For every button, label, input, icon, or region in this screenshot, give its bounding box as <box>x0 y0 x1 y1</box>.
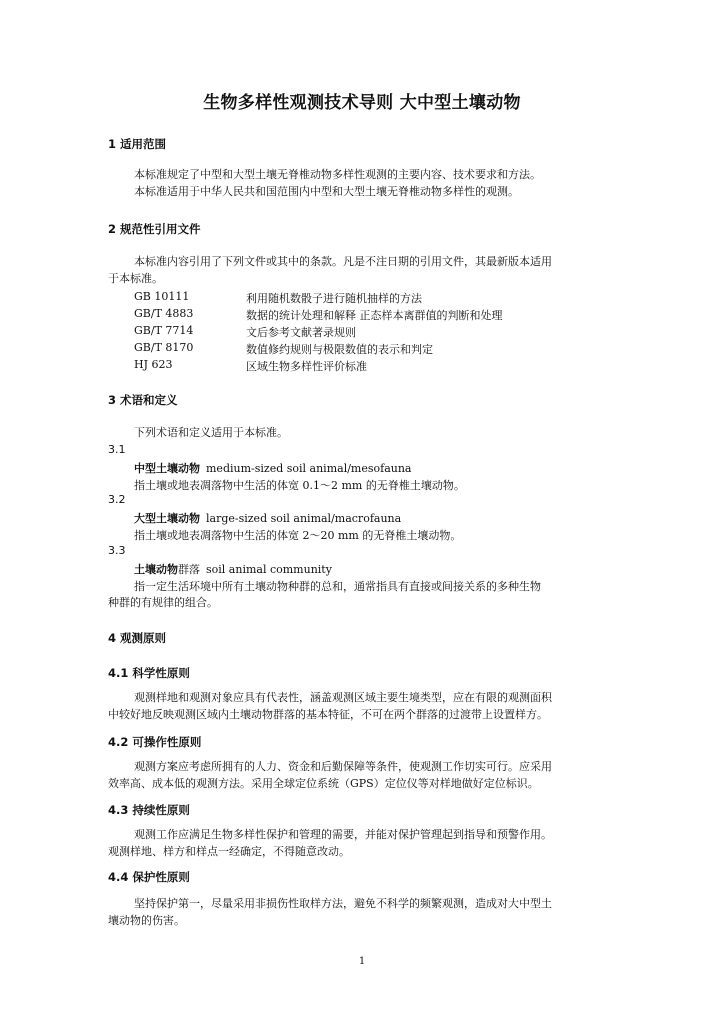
subsection-paragraph: 观测样地和观测对象应具有代表性，涵盖观测区域主要生境类型，应在有限的观测面积 <box>134 691 552 704</box>
document-title: 生物多样性观测技术导则 大中型土壤动物 <box>203 93 521 113</box>
term-definition-cont: 种群的有规律的组合。 <box>108 596 218 609</box>
term-definition: 指土壤或地表凋落物中生活的体宽 2～20 mm 的无脊椎土壤动物。 <box>134 529 462 542</box>
term-english: medium-sized soil animal/mesofauna <box>206 462 412 475</box>
reference-code: GB/T 4883 <box>134 307 194 320</box>
page-number: 1 <box>358 956 366 967</box>
section-1-paragraph: 本标准适用于中华人民共和国范围内中型和大型土壤无脊椎动物多样性的观测。 <box>134 185 519 198</box>
reference-name: 利用随机数骰子进行随机抽样的方法 <box>246 292 422 305</box>
term-chinese: 土壤动物 <box>134 563 178 576</box>
subsection-paragraph-cont: 壤动物的伤害。 <box>108 914 185 927</box>
term-heading <box>134 460 411 476</box>
subsection-heading: 4.3 持续性原则 <box>108 803 190 817</box>
section-2-intro-cont: 于本标准。 <box>108 272 163 285</box>
section-3-heading: 3 术语和定义 <box>108 393 178 407</box>
term-number: 3.3 <box>108 544 126 557</box>
section-1-paragraph: 本标准规定了中型和大型土壤无脊椎动物多样性观测的主要内容、技术要求和方法。 <box>134 168 541 181</box>
term-english: soil animal community <box>206 563 332 576</box>
term-number: 3.2 <box>108 493 126 506</box>
reference-code: GB/T 8170 <box>134 341 194 354</box>
subsection-paragraph: 观测方案应考虑所拥有的人力、资金和后勤保障等条件，使观测工作切实可行。应采用 <box>134 760 552 773</box>
subsection-paragraph-cont: 效率高、成本低的观测方法。采用全球定位系统（GPS）定位仪等对样地做好定位标识。 <box>108 777 539 790</box>
subsection-heading: 4.2 可操作性原则 <box>108 735 202 749</box>
subsection-paragraph: 坚持保护第一，尽量采用非损伤性取样方法，避免不科学的频繁观测，造成对大中型土 <box>134 897 552 910</box>
reference-name: 文后参考文献著录规则 <box>246 326 356 339</box>
subsection-heading: 4.1 科学性原则 <box>108 666 190 680</box>
section-1-heading: 1 适用范围 <box>108 137 167 151</box>
term-english: large-sized soil animal/macrofauna <box>206 512 402 525</box>
term-heading <box>134 510 401 526</box>
term-chinese-rest: 群落 <box>178 563 200 576</box>
term-chinese: 中型土壤动物 <box>134 462 200 475</box>
term-heading <box>134 561 332 577</box>
section-4-heading: 4 观测原则 <box>108 631 167 645</box>
reference-code: HJ 623 <box>134 358 173 371</box>
term-definition: 指一定生活环境中所有土壤动物种群的总和，通常指具有直接或间接关系的多种生物 <box>134 580 541 593</box>
term-number: 3.1 <box>108 443 126 456</box>
subsection-heading: 4.4 保护性原则 <box>108 870 190 884</box>
section-3-intro: 下列术语和定义适用于本标准。 <box>134 426 288 439</box>
reference-name: 数据的统计处理和解释 正态样本离群值的判断和处理 <box>246 309 503 322</box>
reference-code: GB 10111 <box>134 290 190 303</box>
term-definition: 指土壤或地表凋落物中生活的体宽 0.1～2 mm 的无脊椎土壤动物。 <box>134 479 465 492</box>
reference-code: GB/T 7714 <box>134 324 194 337</box>
subsection-paragraph: 观测工作应满足生物多样性保护和管理的需要，并能对保护管理起到指导和预警作用。 <box>134 828 552 841</box>
subsection-paragraph-cont: 中较好地反映观测区域内土壤动物群落的基本特征，不可在两个群落的过渡带上设置样方。 <box>108 708 548 721</box>
section-2-intro: 本标准内容引用了下列文件或其中的条款。凡是不注日期的引用文件，其最新版本适用 <box>134 255 552 268</box>
reference-name: 数值修约规则与极限数值的表示和判定 <box>246 343 433 356</box>
section-2-heading: 2 规范性引用文件 <box>108 222 201 236</box>
subsection-paragraph-cont: 观测样地、样方和样点一经确定，不得随意改动。 <box>108 845 350 858</box>
term-chinese: 大型土壤动物 <box>134 512 200 525</box>
reference-name: 区域生物多样性评价标准 <box>246 360 367 373</box>
